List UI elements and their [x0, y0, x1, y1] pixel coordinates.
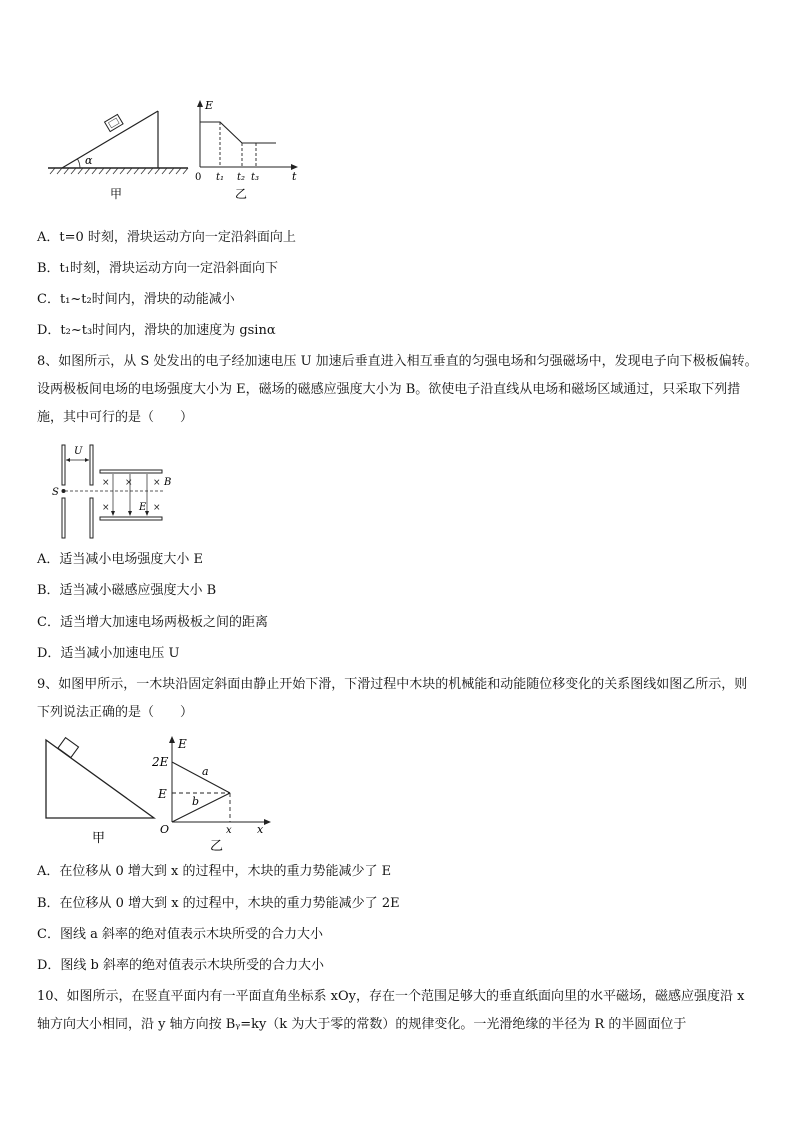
q8-cross-2: × — [125, 478, 133, 488]
q8-label-e: E — [139, 502, 147, 513]
q8-option-a: A．适当减小电场强度大小 E — [37, 552, 204, 567]
q9-axis-e: E — [178, 737, 187, 751]
q8-cross-1: × — [102, 478, 110, 488]
q7-option-d: D．t₂~t₃时间内，滑块的加速度为 gsinα — [37, 323, 276, 338]
q9-energy-graph — [151, 736, 271, 854]
q7-incline-figure — [48, 111, 188, 201]
q9-label-e: E — [158, 787, 167, 801]
q7-left-caption: 甲 — [110, 187, 123, 201]
q7-tick-t2: t₂ — [237, 172, 246, 183]
q9-option-b: B．在位移从 0 增大到 x 的过程中，木块的重力势能减少了 2E — [37, 896, 400, 911]
q7-figure — [30, 95, 320, 210]
q7-origin: 0 — [195, 172, 202, 183]
alpha-label: α — [85, 154, 93, 167]
q7-energy-graph — [195, 99, 298, 201]
q7-tick-t3: t₃ — [251, 172, 260, 183]
q8-option-b: B．适当减小磁感应强度大小 B — [37, 583, 217, 598]
q9-label-2e: 2E — [152, 755, 169, 769]
q8-label-u: U — [74, 446, 83, 457]
q9-option-c: C．图线 a 斜率的绝对值表示木块所受的合力大小 — [37, 927, 323, 942]
q9-x-axis: x — [257, 823, 264, 836]
q7-right-caption: 乙 — [235, 187, 248, 201]
q7-option-a: A．t=0 时刻，滑块运动方向一定沿斜面向上 — [37, 230, 296, 245]
q8-cross-5: × — [153, 503, 161, 513]
q9-x-tick: x — [226, 825, 232, 836]
q8-cross-4: × — [102, 503, 110, 513]
q7-option-b: B．t₁时刻，滑块运动方向一定沿斜面向下 — [37, 261, 278, 276]
q9-line-b: b — [192, 795, 200, 808]
q10-stem: 10、如图所示，在竖直平面内有一平面直角坐标系 xOy，存在一个范围足够大的垂直纸面向里的水平磁场，磁感应强度沿 x 轴方向大小相同，沿 y 轴方向按 Bᵧ=ky（k 为大于零的常数）的规律变化。一光滑绝缘的半径为 R 的半圆面位于 — [37, 989, 745, 1032]
q8-label-s: S — [52, 487, 59, 498]
q8-option-c: C．适当增大加速电场两极板之间的距离 — [37, 615, 268, 630]
q9-figure — [40, 730, 290, 854]
q8-stem: 8、如图所示，从 S 处发出的电子经加速电压 U 加速后垂直进入相互垂直的匀强电场和匀强磁场中，发现电子向下极板偏转。设两极板间电场的电场强度大小为 E，磁场的磁感应强度大小为 B。欲使电子沿直线从电场和磁场区域通过，只采取下列措施，其中可行的是（ ） — [37, 354, 758, 425]
q9-option-a: A．在位移从 0 增大到 x 的过程中，木块的重力势能减少了 E — [37, 864, 392, 879]
q7-tick-t1: t₁ — [216, 172, 225, 183]
q9-left-caption: 甲 — [92, 831, 106, 846]
q9-origin: O — [160, 823, 170, 836]
q7-axis-t: t — [292, 170, 297, 183]
q8-figure — [48, 440, 188, 540]
q8-label-b: B — [164, 477, 172, 488]
q9-incline-figure — [46, 738, 154, 846]
q8-option-d: D．适当减小加速电压 U — [37, 646, 180, 661]
q9-right-caption: 乙 — [210, 839, 224, 854]
q8-cross-3: × — [153, 478, 161, 488]
q7-axis-e: E — [205, 99, 214, 112]
q9-line-a: a — [202, 765, 209, 778]
q9-stem: 9、如图甲所示，一木块沿固定斜面由静止开始下滑，下滑过程中木块的机械能和动能随位移变化的关系图线如图乙所示，则下列说法正确的是（ ） — [37, 677, 748, 720]
q9-option-d: D．图线 b 斜率的绝对值表示木块所受的合力大小 — [37, 958, 325, 973]
q7-option-c: C．t₁~t₂时间内，滑块的动能减小 — [37, 292, 235, 307]
